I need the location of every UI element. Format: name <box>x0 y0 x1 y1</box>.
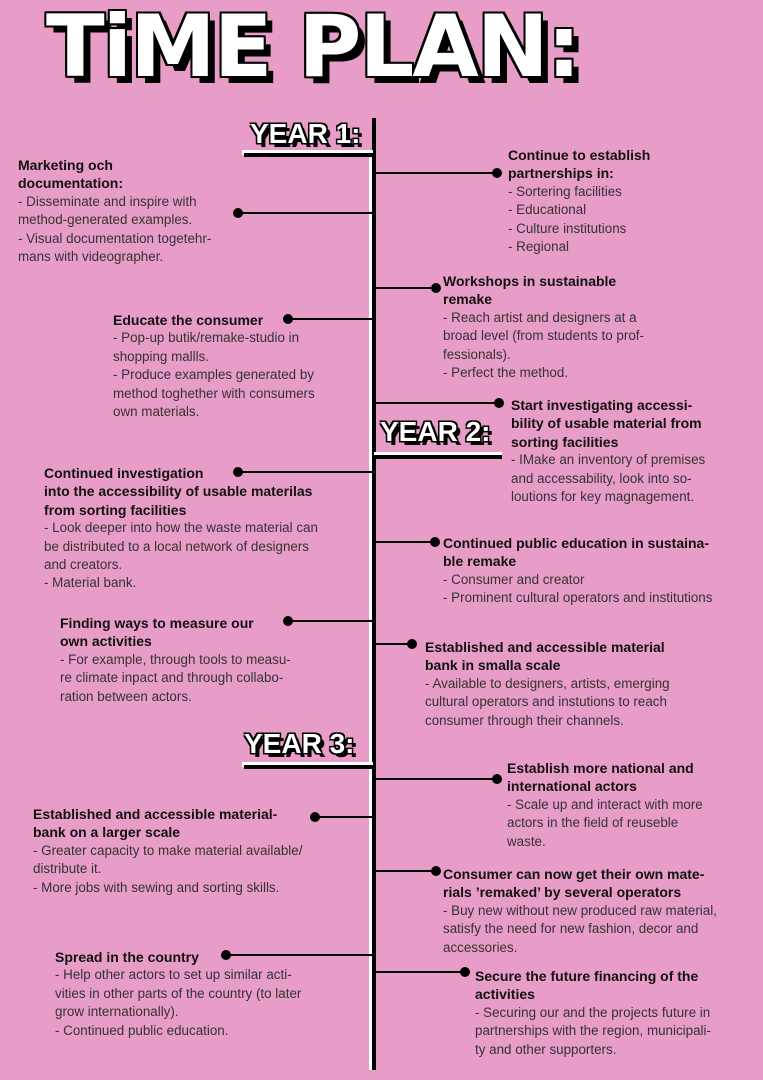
milestone-heading-line: bility of usable material from <box>511 415 702 432</box>
milestone-item <box>44 464 318 593</box>
milestone-heading-line: partnerships in: <box>508 165 614 182</box>
milestone-description-line: cultural operators and instutions to reach <box>425 694 667 710</box>
milestone-dot <box>233 208 243 218</box>
milestone-description <box>508 183 650 257</box>
milestone-description-line: and creators. <box>44 557 123 573</box>
milestone-item <box>55 948 301 1040</box>
milestone-description-line: - For example, through tools to measu- <box>60 651 291 667</box>
milestone-heading-line: sorting facilities <box>511 433 619 450</box>
milestone-description-line: - Culture institutions <box>508 220 627 236</box>
milestone-description <box>33 842 302 897</box>
milestone-description <box>511 451 705 506</box>
milestone-description <box>443 309 644 383</box>
milestone-description-line: - Continued public education. <box>55 1022 229 1038</box>
milestone-dot <box>430 537 440 547</box>
milestone-heading-line: Start investigating accessi- <box>511 397 693 413</box>
milestone-description-line: - Available to designers, artists, emerging <box>425 675 670 691</box>
milestone-heading <box>44 464 318 519</box>
milestone-description-line: ty and other supporters. <box>475 1041 617 1057</box>
milestone-description-line: - Material bank. <box>44 575 137 591</box>
milestone-heading-line: own activities <box>60 633 152 650</box>
milestone-dot <box>310 812 320 822</box>
milestone-heading-line: Workshops in sustainable <box>443 273 617 289</box>
milestone-heading-line: documentation: <box>18 175 123 192</box>
milestone-heading-line: remake <box>443 291 493 308</box>
milestone-description-line: - Greater capacity to make material available/ <box>33 842 303 858</box>
milestone-dot <box>460 967 470 977</box>
milestone-heading-line: Continued public education in sustaina- <box>443 535 710 551</box>
year3-bar <box>244 765 375 769</box>
milestone-description-line: re climate inpact and through collabo- <box>60 670 284 686</box>
year1-bar <box>244 153 375 157</box>
milestone-description <box>425 675 670 730</box>
milestone-dot <box>492 168 502 178</box>
milestone-description-line: accessories. <box>443 939 518 955</box>
milestone-description-line: mans with videographer. <box>18 249 164 265</box>
milestone-heading-line: rials ’remaked’ by several operators <box>443 884 682 901</box>
milestone-description <box>60 651 291 706</box>
milestone-heading-line: ble remake <box>443 553 517 570</box>
milestone-heading <box>18 156 211 193</box>
milestone-description-line: - Pop-up butik/remake-studio in <box>113 330 300 346</box>
milestone-dot <box>407 639 417 649</box>
milestone-item <box>511 396 705 506</box>
milestone-heading <box>55 948 301 966</box>
milestone-dot <box>492 774 502 784</box>
milestone-heading-line: activities <box>475 986 535 1003</box>
milestone-description <box>443 902 717 957</box>
milestone-heading-line: international actors <box>507 778 637 795</box>
milestone-description-line: fessionals). <box>443 346 511 362</box>
milestone-heading <box>60 614 291 651</box>
milestone-description-line: method toghether with consumers <box>113 385 315 401</box>
milestone-description-line: - Consumer and creator <box>443 571 585 587</box>
milestone-item <box>507 759 703 851</box>
milestone-heading-line: Consumer can now get their own mate- <box>443 866 705 882</box>
milestone-description-line: - Reach artist and designers at a <box>443 309 637 325</box>
milestone-heading-line: Established and accessible material- <box>33 806 278 822</box>
milestone-description <box>18 193 211 267</box>
milestone-description-line: - Regional <box>508 239 570 255</box>
milestone-item <box>60 614 291 706</box>
page-title: TiME PLAN: <box>46 0 580 97</box>
milestone-description-line: - Securing our and the projects future in <box>475 1004 711 1020</box>
milestone-description-line: - Sortering facilities <box>508 183 622 199</box>
milestone-heading <box>511 396 705 451</box>
milestone-description-line: broad level (from students to prof- <box>443 328 644 344</box>
milestone-description-line: own materials. <box>113 404 200 420</box>
milestone-description-line: consumer through their channels. <box>425 712 624 728</box>
milestone-description-line: ration between actors. <box>60 688 192 704</box>
milestone-heading-line: Established and accessible material <box>425 639 665 655</box>
milestone-description-line: shopping mallls. <box>113 348 210 364</box>
milestone-heading <box>443 534 712 571</box>
timeline-spine <box>372 118 376 1070</box>
year2-bar <box>374 455 502 459</box>
milestone-item <box>425 638 670 730</box>
milestone-description-line: - Look deeper into how the waste material can <box>44 520 318 536</box>
milestone-item <box>33 805 302 897</box>
milestone-heading <box>475 967 711 1004</box>
milestone-heading-line: Marketing och <box>18 157 113 173</box>
milestone-description-line: - Visual documentation togetehr- <box>18 230 212 246</box>
milestone-heading <box>443 272 644 309</box>
milestone-heading-line: Finding ways to measure our <box>60 615 254 631</box>
milestone-description-line: - Prominent cultural operators and institutions <box>443 590 713 606</box>
milestone-description-line: - Disseminate and inspire with <box>18 193 197 209</box>
milestone-heading <box>425 638 670 675</box>
milestone-description <box>55 966 301 1040</box>
milestone-item <box>443 534 712 608</box>
milestone-item <box>475 967 711 1059</box>
milestone-heading <box>443 865 717 902</box>
milestone-description-line: vities in other parts of the country (to later <box>55 985 302 1001</box>
milestone-description-line: - Produce examples generated by <box>113 367 314 383</box>
milestone-description-line: loutions for key magnagement. <box>511 489 695 505</box>
milestone-heading-line: bank in smalla scale <box>425 657 561 674</box>
year-3-label: YEAR 3: <box>244 728 355 759</box>
milestone-heading-line: into the accessibility of usable materilas <box>44 483 313 500</box>
milestone-description-line: - Buy new without new produced raw material, <box>443 902 717 918</box>
milestone-heading <box>508 146 650 183</box>
milestone-heading-line: Continue to establish <box>508 147 651 163</box>
milestone-description-line: satisfy the need for new fashion, decor and <box>443 921 699 937</box>
milestone-dot <box>431 866 441 876</box>
milestone-description <box>113 329 315 421</box>
milestone-heading-line: Spread in the country <box>55 949 199 965</box>
milestone-heading <box>33 805 302 842</box>
milestone-heading-line: bank on a larger scale <box>33 824 181 841</box>
year-2-label: YEAR 2: <box>380 416 491 447</box>
milestone-heading-line: Secure the future financing of the <box>475 968 699 984</box>
milestone-description-line: - Scale up and interact with more <box>507 796 703 812</box>
milestone-description-line: method-generated examples. <box>18 212 193 228</box>
milestone-description <box>475 1004 711 1059</box>
milestone-description-line: distribute it. <box>33 861 102 877</box>
milestone-description-line: - Help other actors to set up similar acti- <box>55 967 292 983</box>
milestone-item <box>113 311 315 421</box>
milestone-description <box>507 796 703 851</box>
milestone-description <box>443 571 712 608</box>
milestone-dot <box>494 398 504 408</box>
milestone-dot <box>431 283 441 293</box>
milestone-heading <box>507 759 703 796</box>
year-1-label: YEAR 1: <box>250 118 361 149</box>
milestone-heading-line: Establish more national and <box>507 760 694 776</box>
milestone-description <box>44 519 318 593</box>
milestone-heading-line: from sorting facilities <box>44 501 187 518</box>
milestone-description-line: - More jobs with sewing and sorting skills. <box>33 879 280 895</box>
milestone-description-line: - Perfect the method. <box>443 365 569 381</box>
milestone-description-line: and accessability, look into so- <box>511 470 692 486</box>
milestone-description-line: grow internationally). <box>55 1004 179 1020</box>
milestone-description-line: be distributed to a local network of designers <box>44 538 309 554</box>
milestone-description-line: - Educational <box>508 202 587 218</box>
milestone-item <box>18 156 211 266</box>
milestone-description-line: actors in the field of reuseble <box>507 815 679 831</box>
milestone-heading <box>113 311 315 329</box>
milestone-description-line: - IMake an inventory of premises <box>511 452 706 468</box>
milestone-heading-line: Continued investigation <box>44 465 204 481</box>
milestone-description-line: partnerships with the region, municipali- <box>475 1023 711 1039</box>
milestone-heading-line: Educate the consumer <box>113 312 264 328</box>
milestone-description-line: waste. <box>507 833 546 849</box>
milestone-item <box>508 146 650 256</box>
milestone-item <box>443 865 717 957</box>
milestone-item <box>443 272 644 382</box>
